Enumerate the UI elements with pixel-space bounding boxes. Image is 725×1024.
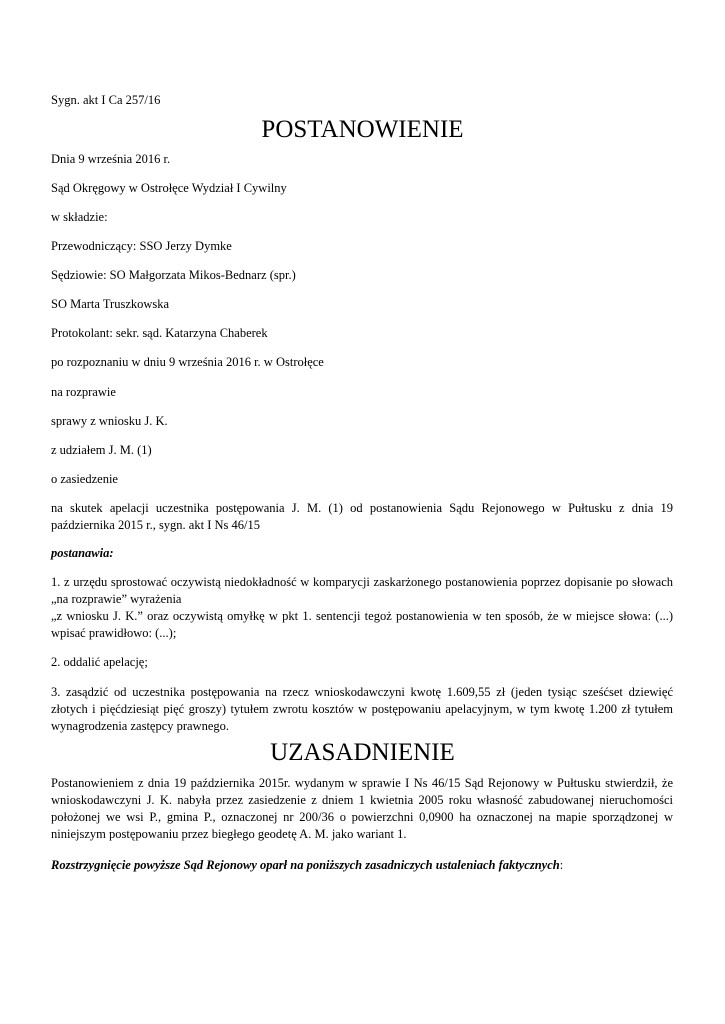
- ruling-item-1a: 1. z urzędu sprostować oczywistą niedokładność w komparycji zaskarżonego postanowienia poprzez dopisanie po słowach „na rozprawie” wyrażenia: [51, 575, 673, 606]
- court-name: Sąd Okręgowy w Ostrołęce Wydział I Cywilny: [51, 181, 287, 195]
- findings-paragraph: [51, 857, 673, 874]
- session-line: na rozprawie: [51, 385, 116, 399]
- subject-line: o zasiedzenie: [51, 472, 118, 486]
- justification-paragraph: Postanowieniem z dnia 19 października 2015r. wydanym w sprawie I Ns 46/15 Sąd Rejonowy w Pułtusku stwierdził, że wnioskodawczyni J. K. nabyła przez zasiedzenie z dniem 1 kwietnia 2005 roku własność zabudowanej nieruchomości położonej we wsi P., gmina P., oznaczonej nr 200/36 o powierzchni 0,0900 ha oznaczonej na mapie sporządzonej w niniejszym postępowaniu przez biegłego geodetę A. M. jako wariant 1.: [51, 776, 673, 841]
- chair-line: Przewodniczący: SSO Jerzy Dymke: [51, 239, 232, 253]
- hearing-line: po rozpoznaniu w dniu 9 września 2016 r. w Ostrołęce: [51, 355, 324, 369]
- clerk-line: Protokolant: sekr. sąd. Katarzyna Chaberek: [51, 326, 268, 340]
- case-signature: Sygn. akt I Ca 257/16: [51, 93, 161, 107]
- judge2-line: SO Marta Truszkowska: [51, 297, 170, 311]
- document-title: POSTANOWIENIE: [261, 116, 464, 143]
- appeal-paragraph: na skutek apelacji uczestnika postępowania J. M. (1) od postanowienia Sądu Rejonowego w Pułtusku z dnia 19 października 2015 r., sygn. akt I Ns 46/15: [51, 501, 673, 532]
- findings-colon: :: [559, 858, 564, 872]
- ruling-item-3: 3. zasądzić od uczestnika postępowania na rzecz wnioskodawczyni kwotę 1.609,55 zł (jeden tysiąc sześćset dziewięć złotych i pięćdziesiąt pięć groszy) tytułem zwrotu kosztów w postępowaniu apelacyjnym, w tym kwotę 1.200 zł tytułem wynagrodzenia zastępcy prawnego.: [51, 685, 673, 733]
- participant-line: z udziałem J. M. (1): [51, 443, 152, 457]
- case-line: sprawy z wniosku J. K.: [51, 414, 168, 428]
- composition-intro: w składzie:: [51, 210, 108, 224]
- findings-label: Rozstrzygnięcie powyższe Sąd Rejonowy oparł na poniższych zasadniczych ustaleniach faktycznych: [51, 858, 560, 872]
- ruling-label: postanawia:: [51, 546, 114, 560]
- ruling-item-1b: „z wniosku J. K.” oraz oczywistą omyłkę w pkt 1. sentencji tegoż postanowienia w ten sposób, że w miejsce słowa: (...) wpisać prawidłowo: (...);: [51, 609, 673, 640]
- date-line: Dnia 9 września 2016 r.: [51, 152, 171, 166]
- judges-line: Sędziowie: SO Małgorzata Mikos-Bednarz (spr.): [51, 268, 296, 282]
- ruling-item-2: 2. oddalić apelację;: [51, 655, 148, 669]
- justification-title: UZASADNIENIE: [270, 739, 455, 766]
